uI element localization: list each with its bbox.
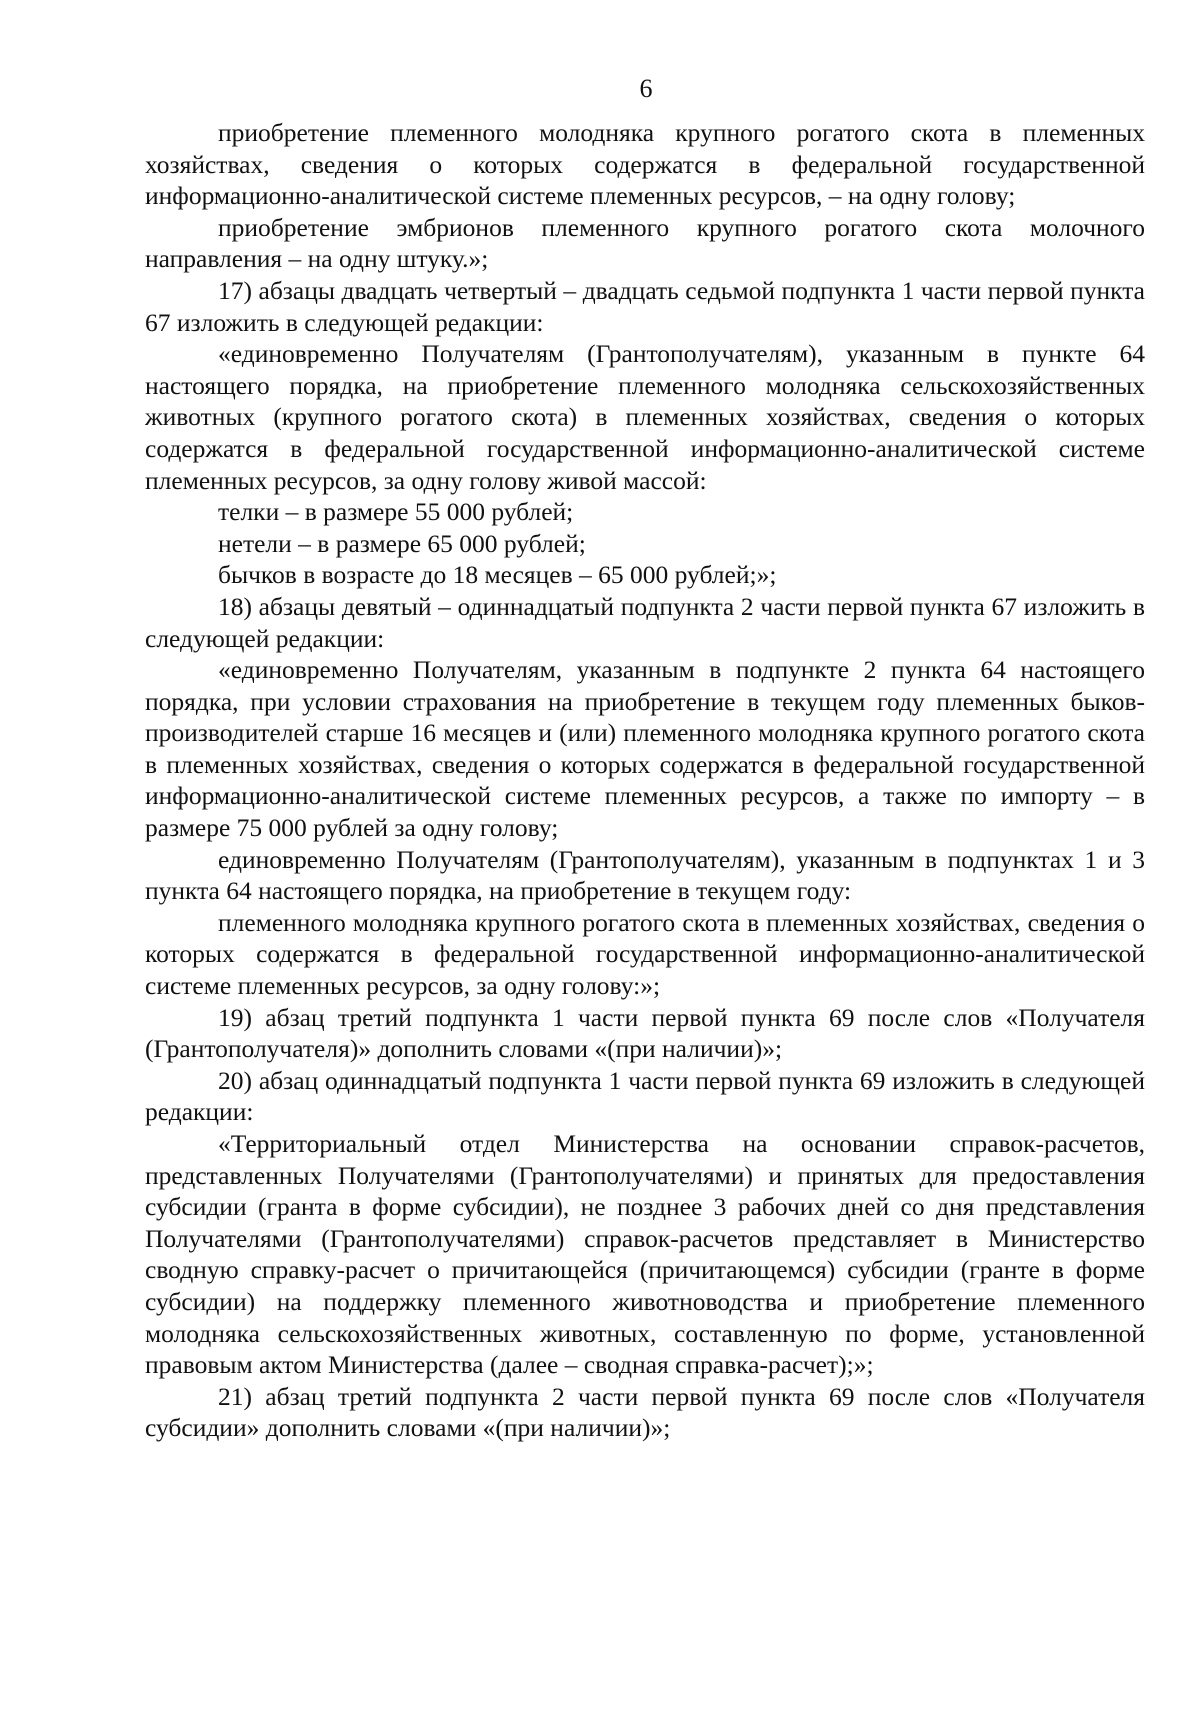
paragraph: 19) абзац третий подпункта 1 части первой пункта 69 после слов «Получателя (Грантополучателя)» дополнить словами «(при наличии)»;: [145, 1002, 1145, 1064]
page-number: 6: [639, 74, 653, 103]
document-body: [145, 117, 1145, 1444]
paragraph: телки – в размере 55 000 рублей;: [218, 497, 574, 527]
paragraph: «единовременно Получателям (Грантополучателям), указанным в пункте 64 настоящего порядка, на приобретение племенного молодняка сельскохозяйственных животных (крупного рогатого скота) в племенных хозяйствах, сведения о которых содержатся в федеральной государственной информационно-аналитической системе племенных ресурсов, за одну голову живой массой:: [145, 339, 1145, 495]
paragraph: племенного молодняка крупного рогатого скота в племенных хозяйствах, сведения о которых содержатся в федеральной государственной информационно-аналитической системе племенных ресурсов, за одну голову:»;: [145, 907, 1145, 1001]
paragraph: 20) абзац одиннадцатый подпункта 1 части первой пункта 69 изложить в следующей редакции:: [145, 1065, 1145, 1127]
paragraph: 21) абзац третий подпункта 2 части первой пункта 69 после слов «Получателя субсидии» дополнить словами «(при наличии)»;: [145, 1381, 1145, 1443]
paragraph: приобретение племенного молодняка крупного рогатого скота в племенных хозяйствах, сведения о которых содержатся в федеральной государственной информационно-аналитической системе племенных ресурсов, – на одну голову;: [145, 118, 1145, 211]
paragraph: 17) абзацы двадцать четвертый – двадцать седьмой подпункта 1 части первой пункта 67 изложить в следующей редакции:: [145, 275, 1145, 337]
paragraph: «единовременно Получателям, указанным в подпункте 2 пункта 64 настоящего порядка, при условии страхования на приобретение в текущем году племенных быков-производителей старше 16 месяцев и (или) племенного молодняка крупного рогатого скота в племенных хозяйствах, сведения о которых содержатся в федеральной государственной информационно-аналитической системе племенных ресурсов, а также по импорту – в размере 75 000 рублей за одну голову;: [145, 655, 1145, 843]
paragraph: «Территориальный отдел Министерства на основании справок-расчетов, представленных Получателями (Грантополучателями) и принятых для предоставления субсидии (гранта в форме субсидии), не позднее 3 рабочих дней со дня представления Получателями (Грантополучателями) справок-расчетов представляет в Министерство сводную справку-расчет о причитающейся (причитающемся) субсидии (гранте в форме субсидии) на поддержку племенного животноводства и приобретение племенного молодняка сельскохозяйственных животных, составленную по форме, установленной правовым актом Министерства (далее – сводная справка-расчет);»;: [145, 1129, 1145, 1380]
paragraph: 18) абзацы девятый – одиннадцатый подпункта 2 части первой пункта 67 изложить в следующей редакции:: [145, 591, 1145, 653]
paragraph: единовременно Получателям (Грантополучателям), указанным в подпунктах 1 и 3 пункта 64 настоящего порядка, на приобретение в текущем году:: [145, 844, 1145, 906]
paragraph: приобретение эмбрионов племенного крупного рогатого скота молочного направления – на одну штуку.»;: [145, 212, 1145, 274]
paragraph: нетели – в размере 65 000 рублей;: [218, 528, 586, 558]
paragraph: бычков в возрасте до 18 месяцев – 65 000 рублей;»;: [218, 560, 777, 590]
